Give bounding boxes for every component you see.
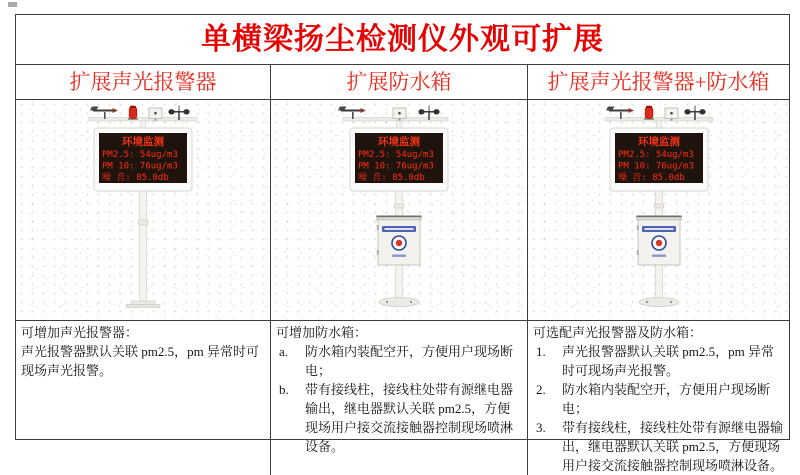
item-marker: 3.: [536, 420, 546, 435]
alarm-beacon-icon: [128, 106, 138, 120]
pole-collar: [394, 204, 403, 208]
note-title: 可增加声光报警器：: [21, 325, 139, 340]
column-header-waterproof-box: 扩展防水箱: [271, 65, 528, 99]
device-image-alarm-and-box: [528, 100, 789, 320]
image-row: [16, 100, 789, 321]
item-text: 带有接线柱，接线柱处带有源继电器输出，继电器默认关联 pm2.5，方便现场用户接交流接触器控制现场喷淋设备。: [562, 420, 784, 473]
header-row: [16, 65, 789, 100]
description-waterproof-box: [271, 321, 528, 475]
display-line-2: PM 10: 76ug/m3: [617, 161, 694, 172]
device-illustration-alarm-box: [534, 102, 784, 320]
note-title: 可选配声光报警器及防水箱：: [533, 325, 703, 340]
display-line-1: PM2.5: 54ug/m3: [358, 150, 434, 160]
item-marker: 2.: [536, 382, 546, 397]
sensor-box-icon: [393, 108, 406, 121]
pole-top: [656, 121, 661, 128]
spec-table: [15, 14, 790, 473]
column-header-alarm: 扩展声光报警器: [16, 65, 271, 99]
list-item: [276, 342, 521, 380]
base: [639, 298, 679, 307]
display-line-2: PM 10: 76ug/m3: [102, 161, 178, 172]
item-marker: 1.: [536, 344, 546, 359]
wind-vane-icon: [338, 107, 366, 120]
scan-artifact: [8, 2, 17, 7]
display-line-3: 噪 音: 85.0db: [358, 173, 425, 183]
device-image-alarm: [16, 100, 271, 320]
item-text: 带有接线柱，接线柱处带有源继电器输出，继电器默认关联 pm2.5，方便现场用户接交流接触器控制现场喷淋设备。: [305, 382, 514, 454]
page-title: 单横梁扬尘检测仪外观可扩展: [201, 23, 604, 56]
led-display: [94, 128, 192, 191]
waterproof-box: [636, 216, 681, 266]
waterproof-box: [377, 216, 422, 266]
display-line-1: PM2.5: 54ug/m3: [617, 150, 694, 160]
sensor-box-icon: [149, 108, 162, 121]
item-text: 声光报警器默认关联 pm2.5，pm 异常时可现场声光报警。: [562, 344, 774, 378]
display-line-1: PM2.5: 54ug/m3: [102, 150, 178, 160]
display-line-3: 噪 音: 85.0db: [102, 173, 169, 183]
pole-collar: [138, 220, 147, 225]
display-title: 环境监测: [122, 136, 164, 148]
list-item: [533, 418, 783, 475]
pole: [140, 191, 147, 303]
note-body: 声光报警器默认关联 pm2.5，pm 异常时可现场声光报警。: [21, 344, 259, 378]
display-line-2: PM 10: 76ug/m3: [358, 161, 434, 172]
list-item: [533, 342, 783, 380]
list-item: [276, 380, 521, 456]
description-row: [16, 321, 789, 475]
description-alarm-and-box: [528, 321, 789, 475]
title-row: [16, 15, 789, 65]
sensor-box-icon: [665, 108, 678, 121]
base: [379, 298, 419, 307]
item-text: 防水箱内装配空开，方便用户现场断电；: [562, 382, 771, 416]
display-title: 环境监测: [378, 136, 420, 148]
pole-top: [140, 121, 145, 128]
item-text: 防水箱内装配空开，方便用户现场断电；: [305, 344, 514, 378]
description-alarm: [16, 321, 271, 475]
display-line-3: 噪 音: 85.0db: [617, 173, 685, 183]
device-image-waterproof-box: [271, 100, 528, 320]
device-illustration-box: [274, 102, 524, 320]
pole-top: [396, 121, 401, 128]
alarm-beacon-icon: [644, 106, 654, 120]
note-title: 可增加防水箱：: [276, 325, 368, 340]
pole-collar: [654, 204, 663, 208]
base: [126, 301, 160, 308]
device-illustration-alarm: [18, 102, 268, 320]
list-item: [533, 380, 783, 418]
wind-vane-icon: [90, 107, 118, 120]
item-marker: a.: [279, 344, 289, 359]
column-header-alarm-and-box: 扩展声光报警器+防水箱: [547, 70, 770, 94]
wind-vane-icon: [606, 107, 634, 120]
item-marker: b.: [279, 382, 289, 397]
led-display: [350, 128, 448, 191]
display-title: 环境监测: [637, 136, 680, 148]
led-display: [610, 128, 708, 191]
